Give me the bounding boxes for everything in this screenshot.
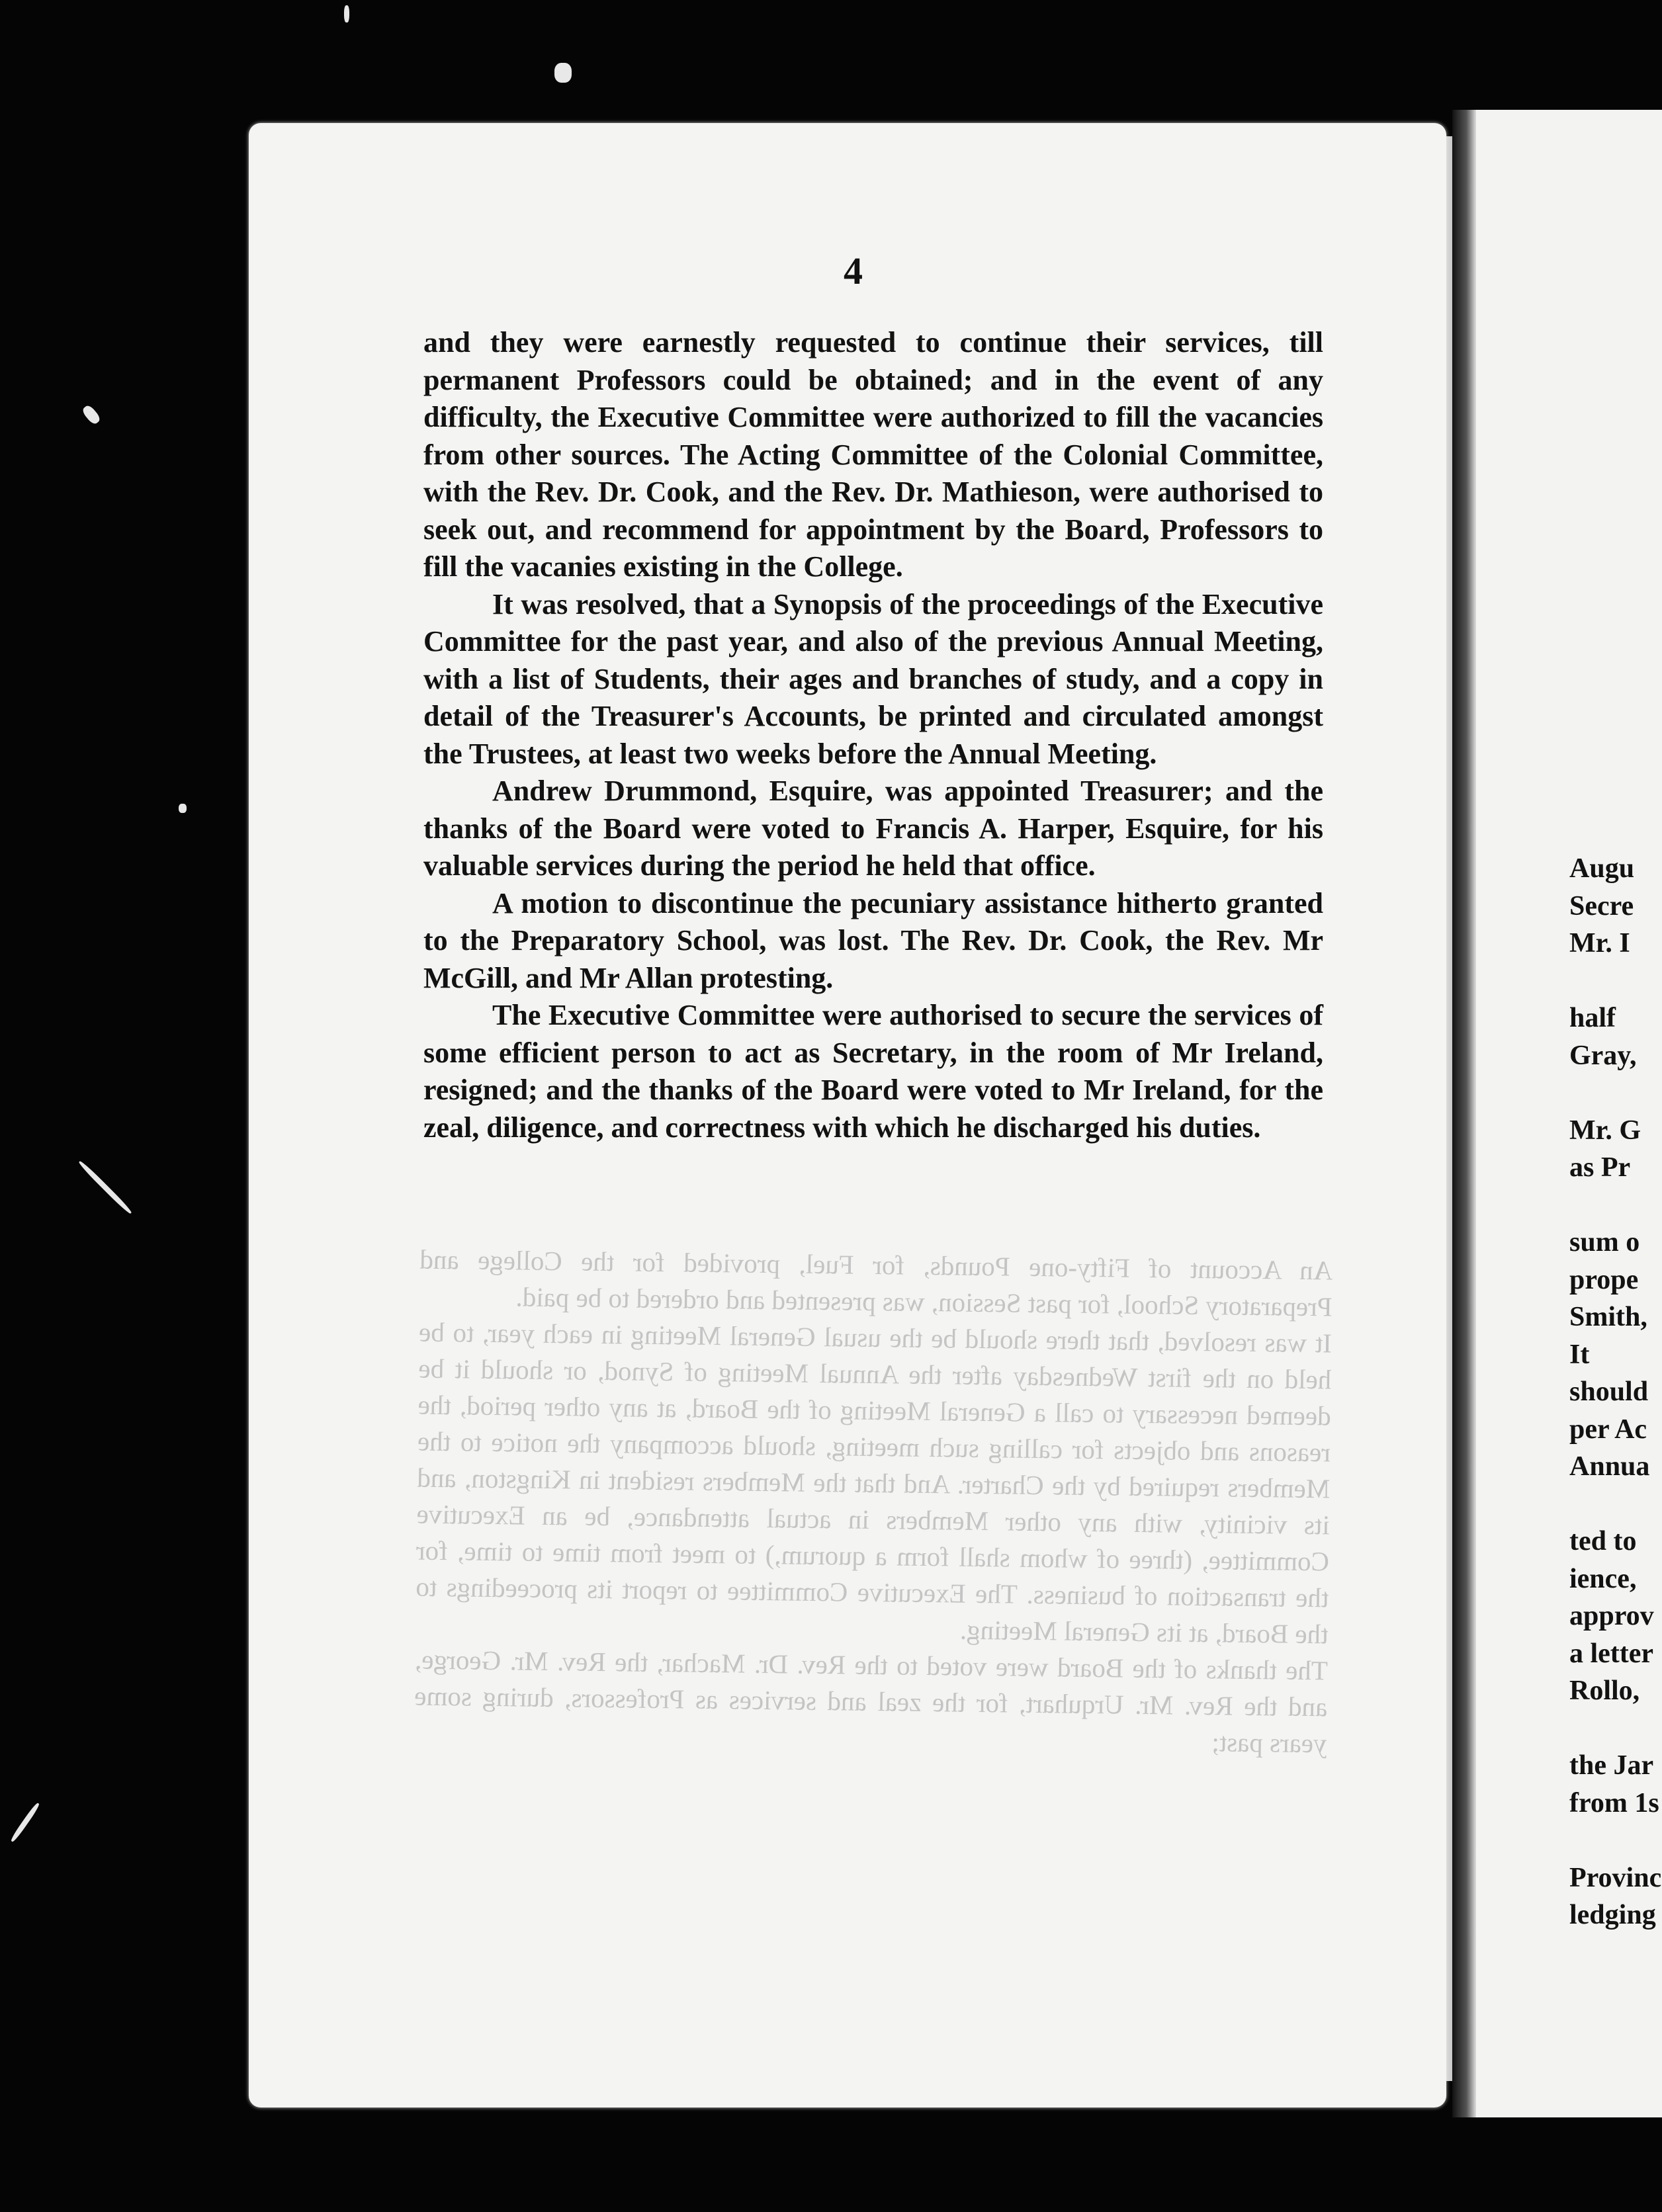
facing-page-line: the Jar	[1569, 1750, 1654, 1781]
bleed-through-text	[414, 1242, 1333, 1762]
facing-page-line: half	[1569, 1003, 1616, 1033]
background-speck	[81, 404, 102, 425]
facing-page-line: approv	[1569, 1601, 1654, 1631]
background-speck	[77, 1160, 132, 1214]
paragraph-5: The Executive Committee were authorised to secure the services of some efficient person to act as Secretary, in the room of Mr Ireland, resigned; and the thanks of the Board were voted to Mr Ireland, for the zeal, diligence, and correctness with which he discharged his duties.	[423, 999, 1323, 1144]
facing-page-line	[1569, 1187, 1662, 1224]
facing-page-line: Annua	[1569, 1451, 1650, 1482]
facing-page-line	[1569, 1710, 1662, 1748]
page-number: 4	[844, 249, 863, 292]
background-speck	[10, 1802, 41, 1843]
page-body-text	[423, 324, 1323, 1146]
facing-page-text	[1569, 850, 1662, 1934]
facing-page-line: should	[1569, 1377, 1649, 1407]
facing-page-line	[1569, 962, 1662, 1000]
facing-page-line: Mr. I	[1569, 928, 1630, 958]
background-speck	[344, 5, 349, 22]
facing-page-line: as Pr	[1569, 1152, 1631, 1183]
facing-page-line	[1569, 1822, 1662, 1859]
bleed-paragraph: An Account of Fifty-one Pounds, for Fuel, provided for the College and Preparatory School, for past Session, was presented and ordered to be paid.	[419, 1244, 1333, 1322]
facing-page-line	[1569, 1074, 1662, 1112]
paragraph-3: Andrew Drummond, Esquire, was appointed Treasurer; and the thanks of the Board were voted to Francis A. Harper, Esquire, for his valuable services during the period he held that office.	[423, 775, 1323, 882]
facing-page-line: ted to	[1569, 1526, 1637, 1556]
facing-page-line: It	[1569, 1339, 1590, 1370]
background-speck	[554, 63, 572, 83]
bleed-paragraph: It was resolved, that there should be the usual General Meeting in each year, to be held on the first Wednesday after the Annual Meeting of Synod, or should it be deemed necessary to call a General Meeting of the Board, at any other period, the reasons and objects for calling such meeting, should accompany the notice to the Members required by the Charter. And that the Members resident in Kingston, and its vicinity, with any other Members in actual attendance, be an Executive Committee, (three of whom shall form a quorum,) to meet from time to time, for the transaction of business. The Executive Committee to report its proceedings to the Board, at its General Meeting.	[416, 1316, 1333, 1650]
book-gutter	[1452, 110, 1476, 2117]
facing-page-line: Gray,	[1569, 1040, 1637, 1071]
facing-page-line: Provinc	[1569, 1862, 1662, 1893]
facing-page-line: per Ac	[1569, 1414, 1647, 1445]
paragraph-4: A motion to discontinue the pecuniary assistance hitherto granted to the Preparatory School, was lost. The Rev. Dr. Cook, the Rev. Mr McGill, and Mr Allan protesting.	[423, 886, 1323, 994]
facing-page-line: Smith,	[1569, 1302, 1647, 1332]
facing-page-line: sum o	[1569, 1227, 1640, 1257]
paragraph-2: It was resolved, that a Synopsis of the proceedings of the Executive Committee for the past year, and also of the previous Annual Meeting, with a list of Students, their ages and branches of study, and a copy in detail of the Treasurer's Accounts, be printed and circulated amongst the Trustees, at least two weeks before the Annual Meeting.	[423, 587, 1323, 770]
facing-page-line: prope	[1569, 1264, 1639, 1295]
facing-page-line: Rollo,	[1569, 1676, 1640, 1706]
facing-page-line: a letter	[1569, 1638, 1654, 1669]
facing-page-line	[1569, 1486, 1662, 1523]
facing-page-line: ledging	[1569, 1900, 1656, 1930]
facing-page-line: from 1s	[1569, 1787, 1659, 1818]
facing-page-line: ience,	[1569, 1563, 1637, 1594]
background-speck	[179, 804, 187, 813]
facing-page-line: Secre	[1569, 890, 1634, 921]
paragraph-1: and they were earnestly requested to continue their services, till permanent Professors could be obtained; and in the event of any difficulty, the Executive Committee were authorized to fill the vacancies from other sources. The Acting Committee of the Colonial Committee, with the Rev. Dr. Cook, and the Rev. Dr. Mathieson, were authorised to seek out, and recommend for appointment by the Board, Professors to fill the vacanies existing in the College.	[423, 326, 1323, 583]
bleed-paragraph: The thanks of the Board were voted to the Rev. Dr. Machar, the Rev. Mr. George, and the Rev. Mr. Urquhart, for the zeal and services as Professors, during some years past;	[414, 1644, 1329, 1759]
facing-page-line: Mr. G	[1569, 1115, 1641, 1146]
facing-page-line: Augu	[1569, 853, 1635, 884]
